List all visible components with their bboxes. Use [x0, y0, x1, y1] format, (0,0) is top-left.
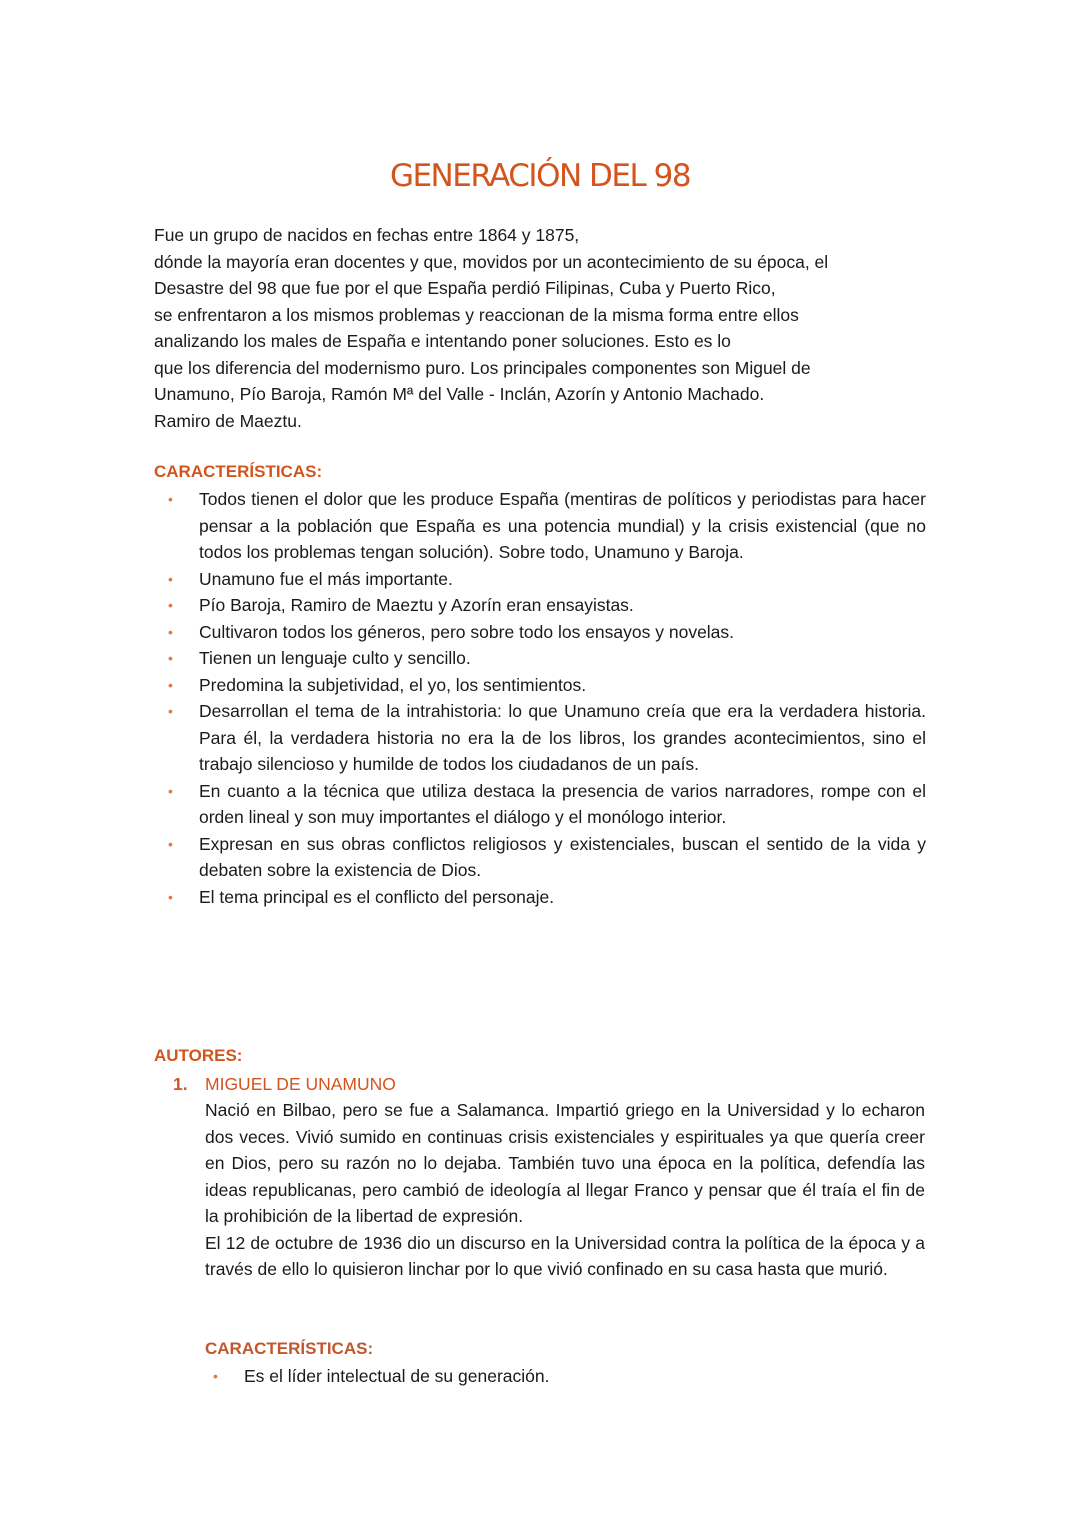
list-item-text: Tienen un lenguaje culto y sencillo. — [199, 648, 471, 668]
list-item — [154, 566, 926, 593]
list-item-text: Unamuno fue el más importante. — [199, 568, 453, 589]
list-item — [154, 592, 926, 619]
bullet-icon: • — [168, 623, 173, 640]
intro-line: se enfrentaron a los mismos problemas y reaccionan de la misma forma entre ellos — [154, 304, 799, 325]
author-caracteristicas-heading: CARACTERÍSTICAS: — [205, 1339, 374, 1358]
list-item — [154, 778, 926, 831]
list-item — [205, 1363, 925, 1390]
intro-line: que los diferencia del modernismo puro. Los principales componentes son Miguel de — [154, 357, 811, 378]
bullet-icon: • — [168, 650, 173, 666]
list-item-text: Todos tienen el dolor que les produce España (mentiras de políticos y periodistas para hacer pensar a la población que España es una potencia mundial) y la crisis existencial (que no todos los problemas tengan solución). Sobre todo, Unamuno y Baroja. — [199, 489, 926, 562]
intro-line: Desastre del 98 que fue por el que España perdió Filipinas, Cuba y Puerto Rico, — [154, 278, 776, 298]
list-item — [154, 619, 926, 646]
bullet-icon: • — [168, 782, 173, 799]
bullet-icon: • — [168, 676, 173, 693]
list-item-text: Desarrollan el tema de la intrahistoria: lo que Unamuno creía que era la verdadera historia. Para él, la verdadera historia no era la de los libros, los grandes acontecimientos, sino el trabajo silencioso y humilde de todos los ciudadanos de un país. — [199, 701, 926, 774]
author-number: 1. — [173, 1074, 188, 1094]
author-name: MIGUEL DE UNAMUNO — [205, 1074, 396, 1094]
bullet-icon: • — [168, 491, 173, 507]
list-item-text: Pío Baroja, Ramiro de Maeztu y Azorín eran ensayistas. — [199, 595, 634, 615]
list-item — [154, 884, 926, 911]
bullet-icon: • — [213, 1368, 218, 1384]
intro-line: Ramiro de Maeztu. — [154, 410, 302, 431]
intro-line: dónde la mayoría eran docentes y que, movidos por un acontecimiento de su época, el — [154, 251, 829, 272]
intro-line: analizando los males de España e intentando poner soluciones. Esto es lo — [154, 331, 731, 351]
list-item-text: El tema principal es el conflicto del personaje. — [199, 886, 555, 907]
list-item — [154, 698, 926, 778]
list-item — [154, 672, 926, 699]
author-bio — [205, 1097, 925, 1283]
intro-line: Fue un grupo de nacidos en fechas entre 1864 y 1875, — [154, 225, 580, 245]
list-item-text: En cuanto a la técnica que utiliza destaca la presencia de varios narradores, rompe con el orden lineal y son muy importantes el diálogo y el monólogo interior. — [199, 780, 926, 827]
list-item — [154, 645, 926, 672]
page-title: GENERACIÓN DEL 98 — [389, 158, 691, 194]
bullet-icon: • — [168, 888, 173, 905]
author-heading — [173, 1071, 396, 1097]
bio-paragraph: El 12 de octubre de 1936 dio un discurso en la Universidad contra la política de la época y a través de ello lo quisieron linchar por lo que vivió confinado en su casa hasta que murió. — [205, 1232, 925, 1279]
bullet-icon: • — [168, 835, 173, 852]
list-item-text: Predomina la subjetividad, el yo, los sentimientos. — [199, 674, 587, 695]
caracteristicas-heading: CARACTERÍSTICAS: — [154, 462, 323, 481]
list-item — [154, 831, 926, 884]
bullet-icon: • — [168, 570, 173, 587]
author-caracteristicas-list — [205, 1363, 925, 1390]
bullet-icon: • — [168, 703, 173, 719]
list-item-text: Cultivaron todos los géneros, pero sobre todo los ensayos y novelas. — [199, 621, 735, 642]
list-item-text: Es el líder intelectual de su generación. — [244, 1366, 550, 1386]
bullet-icon: • — [168, 597, 173, 613]
intro-line: Unamuno, Pío Baroja, Ramón Mª del Valle - Inclán, Azorín y Antonio Machado. — [154, 384, 765, 404]
intro-paragraph — [154, 222, 934, 434]
list-item-text: Expresan en sus obras conflictos religiosos y existenciales, buscan el sentido de la vida y debaten sobre la existencia de Dios. — [199, 833, 926, 880]
bio-paragraph: Nació en Bilbao, pero se fue a Salamanca. Impartió griego en la Universidad y lo echaron dos veces. Vivió sumido en continuas crisis existenciales y espirituales ya que quería creer en Dios, pero su razón no lo dejaba. También tuvo una época en la política, defendía las ideas republicanas, pero cambió de ideología al llegar Franco y pensar que él traía el fin de la prohibición de la libertad de expresión. — [205, 1100, 925, 1226]
caracteristicas-list — [154, 486, 926, 910]
list-item — [154, 486, 926, 566]
autores-heading: AUTORES: — [154, 1046, 243, 1065]
